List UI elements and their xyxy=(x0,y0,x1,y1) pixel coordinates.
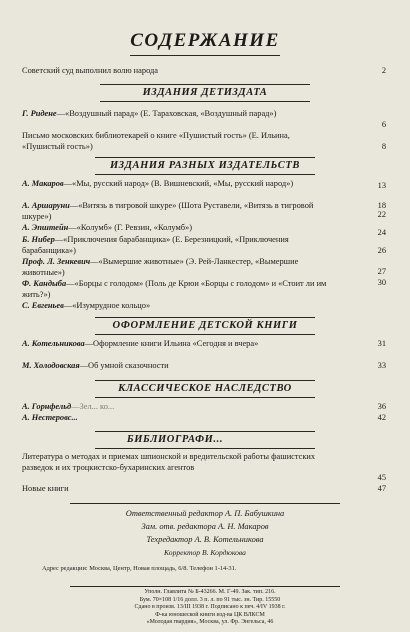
entry-text: Новые книги xyxy=(22,484,69,493)
section-rule xyxy=(95,157,315,158)
entry-page: 36 xyxy=(377,402,386,411)
entry-page: 24 xyxy=(377,228,386,237)
entry-page: 6 xyxy=(381,120,386,129)
section-heading-various: ИЗДАНИЯ РАЗНЫХ ИЗДАТЕЛЬСТВ xyxy=(110,160,300,171)
page-title: СОДЕРЖАНИЕ xyxy=(130,30,280,51)
section-rule xyxy=(95,317,315,318)
entry-text: —«Изумрудное кольцо» xyxy=(63,301,151,310)
entry-author: С. Евгеньев xyxy=(22,301,64,310)
imprint-line: Бум. 70×108 1/16 долл. 3 п. л. по 91 тыс. зн. Тир. 15550 xyxy=(139,596,281,603)
entry-text: —«Борцы с голодом» (Поль де Крюи «Борцы с голодом» и «Стоит ли им жить?») xyxy=(22,279,327,299)
entry-page: 8 xyxy=(381,142,386,151)
section-heading-classics: КЛАССИЧЕСКОЕ НАСЛЕДСТВО xyxy=(118,383,292,394)
entry-author: Б. Нибер xyxy=(22,235,55,244)
entry-page: 33 xyxy=(377,361,386,370)
imprint-line: «Молодая гвардия», Москва, ул. Фр. Энгельса, 46 xyxy=(146,619,274,625)
section-rule xyxy=(100,101,310,102)
entry-text: —«Вымершие животные» (Э. Рей-Ланкестер, «Вымершие животные») xyxy=(22,257,299,277)
section-rule xyxy=(95,397,315,398)
section-heading-design: ОФОРМЛЕНИЕ ДЕТСКОЙ КНИГИ xyxy=(112,320,298,331)
toc-entry xyxy=(22,339,332,350)
entry-author: А. Горнфельд xyxy=(22,402,72,411)
entry-author: А. Нестеровс... xyxy=(22,413,78,422)
imprint-line: Сдано в произв. 13/III 1938 г. Подписано к печ. 4/IV 1938 г. xyxy=(134,604,286,610)
credit-editor: Ответственный редактор А. П. Бабушкина xyxy=(125,509,285,518)
entry-page: 13 xyxy=(377,181,386,190)
entry-page: 26 xyxy=(377,246,386,255)
imprint-block xyxy=(40,589,380,627)
section-heading-bibliography: БИБЛИОГРАФИ... xyxy=(126,434,224,445)
toc-entry xyxy=(22,257,332,278)
intro-text: Советский суд выполнил волю народа xyxy=(22,66,158,75)
credit-tech: Техредактор А. В. Котельникова xyxy=(146,535,264,544)
entry-author: А. Эпштейн xyxy=(22,223,69,232)
toc-entry xyxy=(22,131,332,152)
section-rule xyxy=(95,380,315,381)
toc-entry xyxy=(22,109,332,120)
entry-page: 42 xyxy=(377,413,386,422)
toc-entry xyxy=(22,301,332,312)
credit-deputy: Зам. отв. редактора А. Н. Макаров xyxy=(141,522,269,531)
toc-entry xyxy=(22,235,332,256)
imprint-line: Уполн. Главлита № Б-43266. М. Г-49. Зак. тип. 216. xyxy=(144,589,276,595)
toc-entry xyxy=(22,361,332,372)
entry-text: —«Витязь в тигровой шкуре» (Шота Руставели, «Витязь в тигровой шкуре») xyxy=(22,201,314,221)
imprint-line: Ф-ка юношеской книги изд-ва ЦК ВЛКСМ xyxy=(155,611,265,618)
toc-entry xyxy=(22,179,332,190)
section-rule xyxy=(95,334,315,335)
imprint-rule xyxy=(70,586,340,587)
intro-entry xyxy=(22,66,332,77)
toc-entry xyxy=(22,223,332,234)
toc-entry xyxy=(22,402,332,413)
toc-entry xyxy=(22,201,332,222)
editorial-address: Адрес редакции: Москва, Центр, Новая площадь, 6/8. Телефон 1-14-31. xyxy=(42,565,237,572)
entry-text: —Об умной сказочности xyxy=(79,361,169,370)
entry-author: А. Аршаруни xyxy=(22,201,70,210)
entry-text: —«Приключения барабанщика» (Е. Березницкий, «Приключения барабанщика») xyxy=(22,235,289,255)
title-underline xyxy=(130,55,280,56)
entry-text: —Зел... ко... xyxy=(71,402,115,411)
entry-text: —«Колумб» (Г. Ревзин, «Колумб») xyxy=(68,223,192,232)
entry-page: 45 xyxy=(377,473,386,482)
entry-author: Г. Ридене xyxy=(22,109,57,118)
intro-page: 2 xyxy=(381,66,386,75)
toc-entry xyxy=(22,484,332,495)
section-rule xyxy=(100,84,310,85)
entry-author: Проф. Л. Зенкевич xyxy=(22,257,91,266)
section-rule xyxy=(95,174,315,175)
entry-text: —Оформление книги Ильина «Сегодня и вчера» xyxy=(84,339,259,348)
toc-entry xyxy=(22,452,332,473)
toc-entry xyxy=(22,413,332,424)
entry-page: 27 xyxy=(377,267,386,276)
entry-author: Ф. Кандыба xyxy=(22,279,67,288)
entry-page: 22 xyxy=(377,210,386,219)
entry-text: —«Воздушный парад» (Е. Тараховская, «Воздушный парад») xyxy=(56,109,277,118)
credits-rule xyxy=(70,503,340,504)
entry-page: 30 xyxy=(377,278,386,287)
entry-text: —«Мы, русский народ» (В. Вишневский, «Мы, русский народ») xyxy=(63,179,294,188)
entry-page: 18 xyxy=(377,201,386,210)
entry-page: 47 xyxy=(377,484,386,493)
section-rule xyxy=(95,431,315,432)
toc-entry xyxy=(22,279,332,300)
entry-author: М. Холодовская xyxy=(22,361,80,370)
entry-text: Письмо московских библиотекарей о книге «Пушистый гость» (Е. Ильина, «Пушистый гость») xyxy=(22,131,290,151)
entry-page: 31 xyxy=(377,339,386,348)
entry-author: А. Макаров xyxy=(22,179,64,188)
section-rule xyxy=(95,448,315,449)
section-heading-detizdat: ИЗДАНИЯ ДЕТИЗДАТА xyxy=(142,87,268,98)
entry-text: Литература о методах и приемах шпионской и вредительской работы фашистских разведок и их троцкистско-бухаринских агентов xyxy=(22,452,316,472)
entry-author: А. Котельникова xyxy=(22,339,85,348)
credit-corrector: Корректор В. Кордюкова xyxy=(164,548,246,557)
